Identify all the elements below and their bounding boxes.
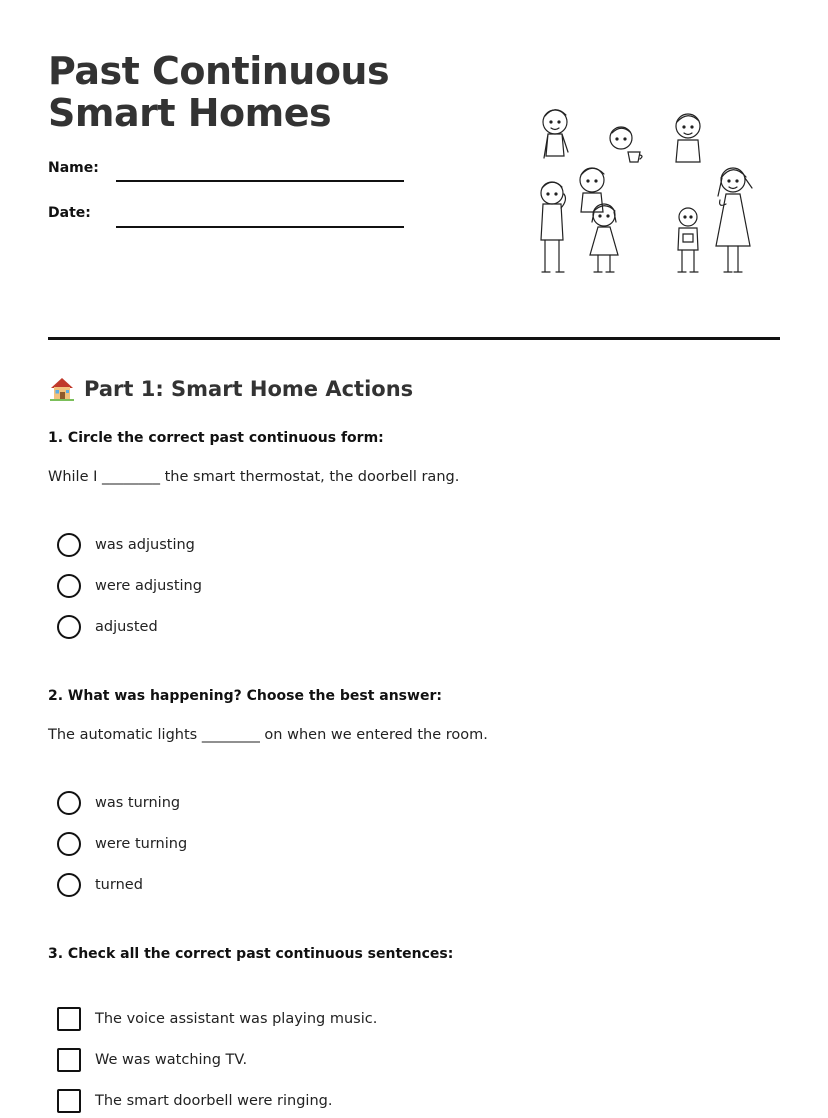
option-label: The smart doorbell were ringing. bbox=[95, 1093, 333, 1109]
child-figure-6 bbox=[590, 204, 618, 272]
question-3-heading: 3. Check all the correct past continuous sentences: bbox=[48, 946, 454, 962]
worksheet-title: Past Continuous Smart Homes bbox=[48, 49, 390, 135]
section-divider bbox=[48, 337, 780, 340]
radio-button[interactable] bbox=[57, 873, 81, 897]
question-2-option-3[interactable] bbox=[57, 872, 143, 898]
checkbox[interactable] bbox=[57, 1048, 81, 1072]
question-2-option-2[interactable] bbox=[57, 831, 187, 857]
option-label: were adjusting bbox=[95, 578, 202, 594]
child-figure-2 bbox=[610, 127, 642, 162]
name-input-line[interactable] bbox=[116, 180, 404, 182]
question-1-option-3[interactable] bbox=[57, 614, 158, 640]
option-label: turned bbox=[95, 877, 143, 893]
date-label: Date: bbox=[48, 205, 91, 221]
question-2-prompt: The automatic lights ________ on when we entered the room. bbox=[48, 727, 488, 743]
radio-button[interactable] bbox=[57, 615, 81, 639]
option-label: The voice assistant was playing music. bbox=[95, 1011, 378, 1027]
option-label: We was watching TV. bbox=[95, 1052, 248, 1068]
question-2-option-1[interactable] bbox=[57, 790, 180, 816]
option-label: was adjusting bbox=[95, 537, 195, 553]
question-1-option-1[interactable] bbox=[57, 532, 195, 558]
radio-button[interactable] bbox=[57, 533, 81, 557]
child-figure-1 bbox=[543, 110, 568, 158]
question-3-option-2[interactable] bbox=[57, 1047, 247, 1073]
child-figure-8 bbox=[716, 168, 752, 272]
question-1-prompt: While I ________ the smart thermostat, the doorbell rang. bbox=[48, 469, 460, 485]
child-figure-3 bbox=[676, 114, 700, 162]
checkbox[interactable] bbox=[57, 1007, 81, 1031]
question-2-heading: 2. What was happening? Choose the best answer: bbox=[48, 688, 442, 704]
checkbox[interactable] bbox=[57, 1089, 81, 1113]
question-1-heading: 1. Circle the correct past continuous form: bbox=[48, 430, 384, 446]
part1-heading-text: Part 1: Smart Home Actions bbox=[84, 377, 414, 401]
radio-button[interactable] bbox=[57, 574, 81, 598]
child-figure-5 bbox=[580, 168, 604, 212]
question-3-option-3[interactable] bbox=[57, 1088, 332, 1114]
option-label: were turning bbox=[95, 836, 188, 852]
question-3-option-1[interactable] bbox=[57, 1006, 377, 1032]
radio-button[interactable] bbox=[57, 832, 81, 856]
house-icon bbox=[48, 375, 76, 403]
option-label: adjusted bbox=[95, 619, 158, 635]
child-figure-4 bbox=[541, 182, 565, 272]
child-figure-7 bbox=[678, 208, 698, 272]
part1-heading bbox=[48, 374, 413, 404]
date-input-line[interactable] bbox=[116, 226, 404, 228]
option-label: was turning bbox=[95, 795, 181, 811]
radio-button[interactable] bbox=[57, 791, 81, 815]
children-group-illustration bbox=[528, 100, 768, 280]
question-1-option-2[interactable] bbox=[57, 573, 202, 599]
name-label: Name: bbox=[48, 160, 99, 176]
